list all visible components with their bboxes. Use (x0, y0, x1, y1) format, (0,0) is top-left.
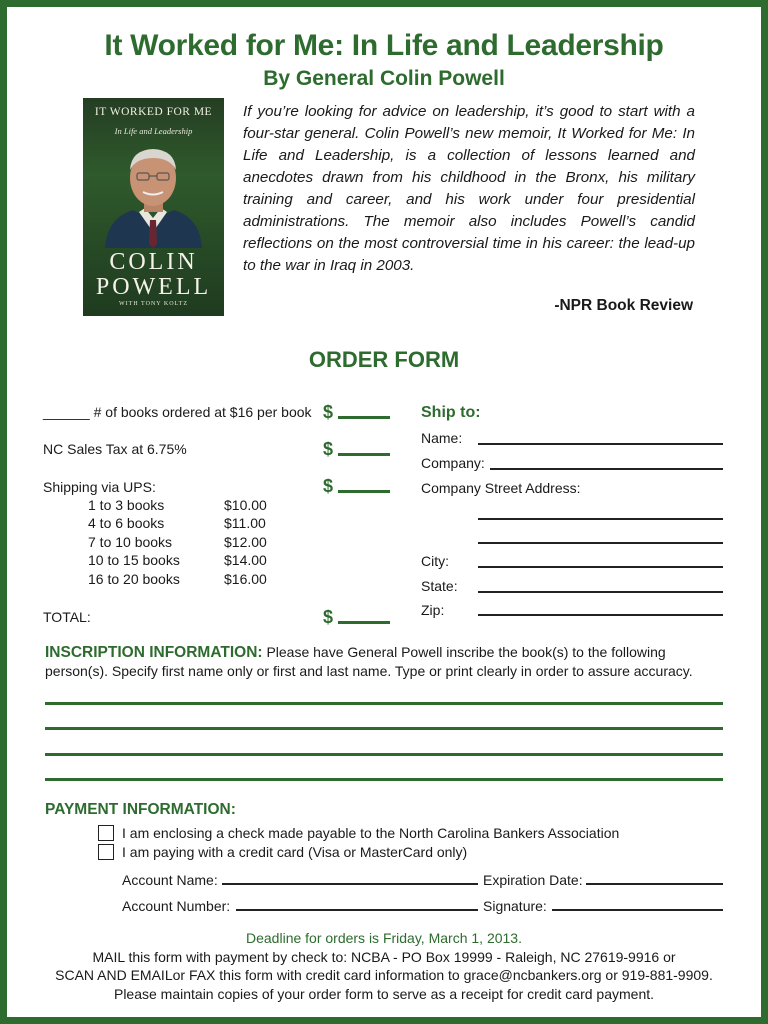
expiration-field[interactable] (586, 883, 723, 885)
inscription-heading: INSCRIPTION INFORMATION: (45, 644, 263, 661)
rate-price: $10.00 (224, 497, 267, 513)
cover-title: IT WORKED FOR ME (94, 106, 213, 118)
cover-author-last: POWELL (95, 274, 212, 300)
total-label: TOTAL: (43, 609, 91, 625)
books-ordered-label: # of books ordered at $16 per book (93, 404, 312, 420)
rate-range: 4 to 6 books (88, 515, 165, 531)
books-amount-field[interactable] (338, 416, 390, 419)
signature-label: Signature: (483, 898, 547, 914)
city-field[interactable] (478, 566, 723, 568)
tax-label: NC Sales Tax at 6.75% (43, 441, 187, 457)
inscription-instructions: Please have General Powell inscribe the book(s) to the following person(s). Specify first name only or first and last name. Type or print clearly in order to assure accuracy. (45, 644, 693, 679)
expiration-label: Expiration Date: (483, 872, 583, 888)
books-ordered-row (43, 403, 312, 421)
rate-price: $16.00 (224, 571, 267, 587)
account-name-field[interactable] (222, 883, 478, 885)
rate-price: $11.00 (224, 515, 266, 531)
rate-range: 16 to 20 books (88, 571, 180, 587)
rate-price: $14.00 (224, 552, 267, 568)
city-label: City: (421, 553, 449, 569)
total-amount-field[interactable] (338, 621, 390, 624)
account-number-field[interactable] (236, 909, 478, 911)
deadline-text: Deadline for orders is Friday, March 1, 2013. (246, 930, 522, 946)
ship-to-heading: Ship to: (421, 404, 481, 421)
scan-instructions: SCAN AND EMAILor FAX this form with credit card information to grace@ncbankers.org or 919-881-9909. (55, 967, 713, 983)
rate-price: $12.00 (224, 534, 267, 550)
tax-dollar-sign: $ (323, 439, 334, 459)
rate-range: 1 to 3 books (88, 497, 165, 513)
state-field[interactable] (478, 591, 723, 593)
shipping-dollar-sign: $ (323, 476, 334, 496)
check-payment-label: I am enclosing a check made payable to the North Carolina Bankers Association (122, 825, 620, 841)
books-dollar-sign: $ (323, 402, 334, 422)
credit-card-checkbox[interactable] (98, 844, 114, 860)
author-portrait (97, 140, 210, 248)
credit-card-label: I am paying with a credit card (Visa or MasterCard only) (122, 844, 468, 860)
street-field-line-2[interactable] (478, 542, 723, 544)
quantity-blank[interactable]: ______ (43, 404, 90, 420)
page-subtitle: By General Colin Powell (263, 67, 505, 90)
account-name-label: Account Name: (122, 872, 218, 888)
rate-range: 10 to 15 books (88, 552, 180, 568)
signature-field[interactable] (552, 909, 723, 911)
cover-coauthor: WITH TONY KOLTZ (119, 301, 188, 307)
page-title: It Worked for Me: In Life and Leadership (104, 29, 664, 62)
street-label: Company Street Address: (421, 480, 581, 496)
total-dollar-sign: $ (323, 607, 334, 627)
shipping-label: Shipping via UPS: (43, 479, 156, 495)
inscription-line-2[interactable] (45, 727, 723, 730)
zip-label: Zip: (421, 602, 445, 618)
state-label: State: (421, 578, 458, 594)
inscription-line-1[interactable] (45, 702, 723, 705)
zip-field[interactable] (478, 614, 723, 616)
check-payment-checkbox[interactable] (98, 825, 114, 841)
street-field-line-1[interactable] (478, 518, 723, 520)
name-field[interactable] (478, 443, 723, 445)
name-label: Name: (421, 430, 463, 446)
rate-range: 7 to 10 books (88, 534, 173, 550)
inscription-line-3[interactable] (45, 753, 723, 756)
cover-author-first: COLIN (109, 249, 198, 275)
mail-instructions: MAIL this form with payment by check to: NCBA - PO Box 19999 - Raleigh, NC 27619-9916 or (92, 949, 676, 965)
company-field[interactable] (490, 468, 723, 470)
inscription-line-4[interactable] (45, 778, 723, 781)
account-number-label: Account Number: (122, 898, 231, 914)
inscription-block (45, 643, 729, 681)
order-form-heading: ORDER FORM (308, 347, 460, 372)
shipping-amount-field[interactable] (338, 490, 390, 493)
book-cover-image (83, 98, 224, 316)
review-text: If you’re looking for advice on leadership, it’s good to start with a four-star general. Colin Powell’s new memoir, It Worked for Me: In Life and Leadership, is a collection of lessons learned and anecdotes drawn from his childhood in the Bronx, his military training and career, and his work under four presidential administrations. The memoir also includes Powell’s candid reflections on the most controversial time in his career: the lead-up to the war in Iraq in 2003. (243, 103, 695, 274)
tax-amount-field[interactable] (338, 453, 390, 456)
receipt-note: Please maintain copies of your order form to serve as a receipt for credit card payment. (113, 986, 655, 1002)
company-label: Company: (421, 455, 485, 471)
cover-subtitle: In Life and Leadership (114, 126, 193, 136)
review-source: -NPR Book Review (554, 297, 693, 314)
payment-heading: PAYMENT INFORMATION: (45, 801, 236, 818)
